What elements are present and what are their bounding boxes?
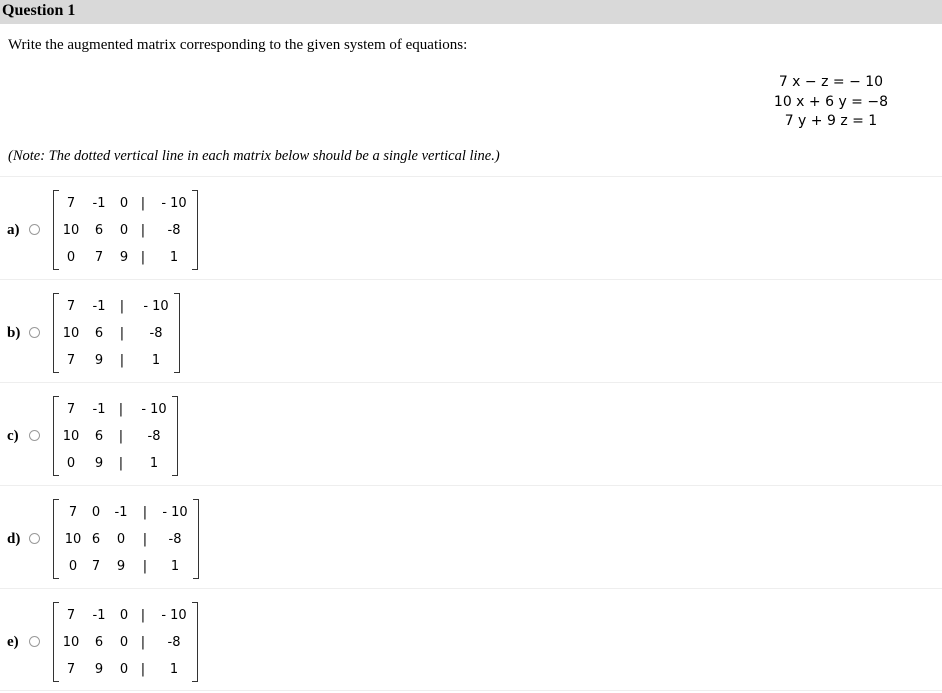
matrix-cell: - 10 xyxy=(162,505,188,520)
matrix-divider: | xyxy=(118,456,124,471)
matrix-row-2 xyxy=(54,635,197,655)
matrix-row-1 xyxy=(54,608,197,628)
matrix-row-3 xyxy=(54,559,198,579)
matrix-cell: -1 xyxy=(92,608,106,623)
divider xyxy=(0,588,942,589)
matrix-cell: 0 xyxy=(91,505,101,520)
matrix-row-1 xyxy=(54,299,179,319)
matrix-cell: -8 xyxy=(167,635,181,650)
matrix-cell: -1 xyxy=(92,299,106,314)
matrix-cell: -8 xyxy=(167,223,181,238)
augmented-matrix xyxy=(53,190,198,270)
matrix-cell: 1 xyxy=(151,353,161,368)
matrix-divider: | xyxy=(140,250,146,265)
matrix-divider: | xyxy=(142,532,148,547)
matrix-cell: - 10 xyxy=(141,402,167,417)
matrix-cell: 10 xyxy=(62,429,80,444)
matrix-divider: | xyxy=(119,353,125,368)
matrix-cell: - 10 xyxy=(161,196,187,211)
matrix-divider: | xyxy=(140,196,146,211)
matrix-cell: 9 xyxy=(94,456,104,471)
matrix-cell: 0 xyxy=(68,559,78,574)
equation-1: 7 x − z = − 10 xyxy=(778,74,884,90)
matrix-cell: 0 xyxy=(66,250,76,265)
matrix-row-3 xyxy=(54,250,197,270)
divider xyxy=(0,279,942,280)
matrix-cell: 7 xyxy=(94,250,104,265)
choice-label: d) xyxy=(7,531,21,547)
matrix-row-1 xyxy=(54,402,177,422)
matrix-cell: -8 xyxy=(147,429,161,444)
matrix-row-1 xyxy=(54,505,198,525)
choice-label: e) xyxy=(7,634,19,650)
matrix-divider: | xyxy=(140,608,146,623)
matrix-cell: 9 xyxy=(119,250,129,265)
equation-system xyxy=(774,73,888,132)
matrix-row-2 xyxy=(54,223,197,243)
matrix-cell: 10 xyxy=(62,326,80,341)
matrix-cell: 1 xyxy=(169,250,179,265)
question-title: Question 1 xyxy=(2,2,76,19)
radio-button-b[interactable] xyxy=(29,327,40,338)
matrix-cell: 6 xyxy=(91,532,101,547)
matrix-cell: -1 xyxy=(92,402,106,417)
augmented-matrix xyxy=(53,602,198,682)
matrix-cell: 7 xyxy=(66,353,76,368)
matrix-cell: 0 xyxy=(119,635,129,650)
matrix-cell: -1 xyxy=(114,505,128,520)
matrix-cell: - 10 xyxy=(161,608,187,623)
matrix-cell: 0 xyxy=(119,223,129,238)
matrix-cell: 9 xyxy=(116,559,126,574)
note-text: (Note: The dotted vertical line in each matrix below should be a single vertical line.) xyxy=(8,148,500,164)
equation-2: 10 x + 6 y = −8 xyxy=(773,93,888,110)
matrix-cell: 1 xyxy=(169,662,179,677)
augmented-matrix xyxy=(53,499,199,579)
matrix-cell: -8 xyxy=(149,326,163,341)
matrix-cell: 7 xyxy=(66,402,76,417)
augmented-matrix xyxy=(53,293,180,373)
matrix-cell: 6 xyxy=(94,635,104,650)
matrix-cell: 7 xyxy=(66,299,76,314)
matrix-row-3 xyxy=(54,353,179,373)
matrix-cell: 0 xyxy=(116,532,126,547)
question-header xyxy=(0,0,942,24)
radio-button-e[interactable] xyxy=(29,636,40,647)
matrix-row-3 xyxy=(54,456,177,476)
choice-label: a) xyxy=(7,222,20,238)
matrix-cell: 7 xyxy=(66,662,76,677)
matrix-cell: 7 xyxy=(68,505,78,520)
matrix-cell: -1 xyxy=(92,196,106,211)
choice-label: c) xyxy=(7,428,19,444)
matrix-cell: 7 xyxy=(66,608,76,623)
choice-b[interactable] xyxy=(0,289,942,381)
matrix-cell: 1 xyxy=(149,456,159,471)
matrix-cell: 6 xyxy=(94,326,104,341)
matrix-cell: 6 xyxy=(94,429,104,444)
matrix-row-1 xyxy=(54,196,197,216)
matrix-divider: | xyxy=(119,299,125,314)
choice-a[interactable] xyxy=(0,186,942,278)
divider xyxy=(0,485,942,486)
question-prompt: Write the augmented matrix corresponding to the given system of equations: xyxy=(8,37,468,53)
matrix-cell: 9 xyxy=(94,353,104,368)
choice-c[interactable] xyxy=(0,392,942,484)
matrix-cell: - 10 xyxy=(143,299,169,314)
matrix-cell: -8 xyxy=(168,532,182,547)
matrix-cell: 7 xyxy=(91,559,101,574)
matrix-row-2 xyxy=(54,429,177,449)
radio-button-c[interactable] xyxy=(29,430,40,441)
radio-button-d[interactable] xyxy=(29,533,40,544)
matrix-divider: | xyxy=(140,635,146,650)
matrix-divider: | xyxy=(118,429,124,444)
radio-button-a[interactable] xyxy=(29,224,40,235)
matrix-cell: 10 xyxy=(64,532,82,547)
choice-d[interactable] xyxy=(0,495,942,587)
matrix-cell: 7 xyxy=(66,196,76,211)
matrix-divider: | xyxy=(142,505,148,520)
matrix-divider: | xyxy=(140,223,146,238)
divider xyxy=(0,382,942,383)
matrix-cell: 6 xyxy=(94,223,104,238)
matrix-divider: | xyxy=(118,402,124,417)
equation-3: 7 y + 9 z = 1 xyxy=(784,113,878,129)
divider xyxy=(0,690,942,691)
divider xyxy=(0,176,942,177)
matrix-row-2 xyxy=(54,326,179,346)
choice-label: b) xyxy=(7,325,21,341)
matrix-cell: 1 xyxy=(170,559,180,574)
matrix-cell: 0 xyxy=(66,456,76,471)
matrix-row-2 xyxy=(54,532,198,552)
matrix-cell: 0 xyxy=(119,196,129,211)
choice-e[interactable] xyxy=(0,598,942,690)
matrix-cell: 0 xyxy=(119,662,129,677)
matrix-divider: | xyxy=(140,662,146,677)
matrix-divider: | xyxy=(119,326,125,341)
matrix-cell: 10 xyxy=(62,635,80,650)
matrix-cell: 9 xyxy=(94,662,104,677)
matrix-cell: 0 xyxy=(119,608,129,623)
augmented-matrix xyxy=(53,396,178,476)
matrix-cell: 10 xyxy=(62,223,80,238)
matrix-divider: | xyxy=(142,559,148,574)
matrix-row-3 xyxy=(54,662,197,682)
